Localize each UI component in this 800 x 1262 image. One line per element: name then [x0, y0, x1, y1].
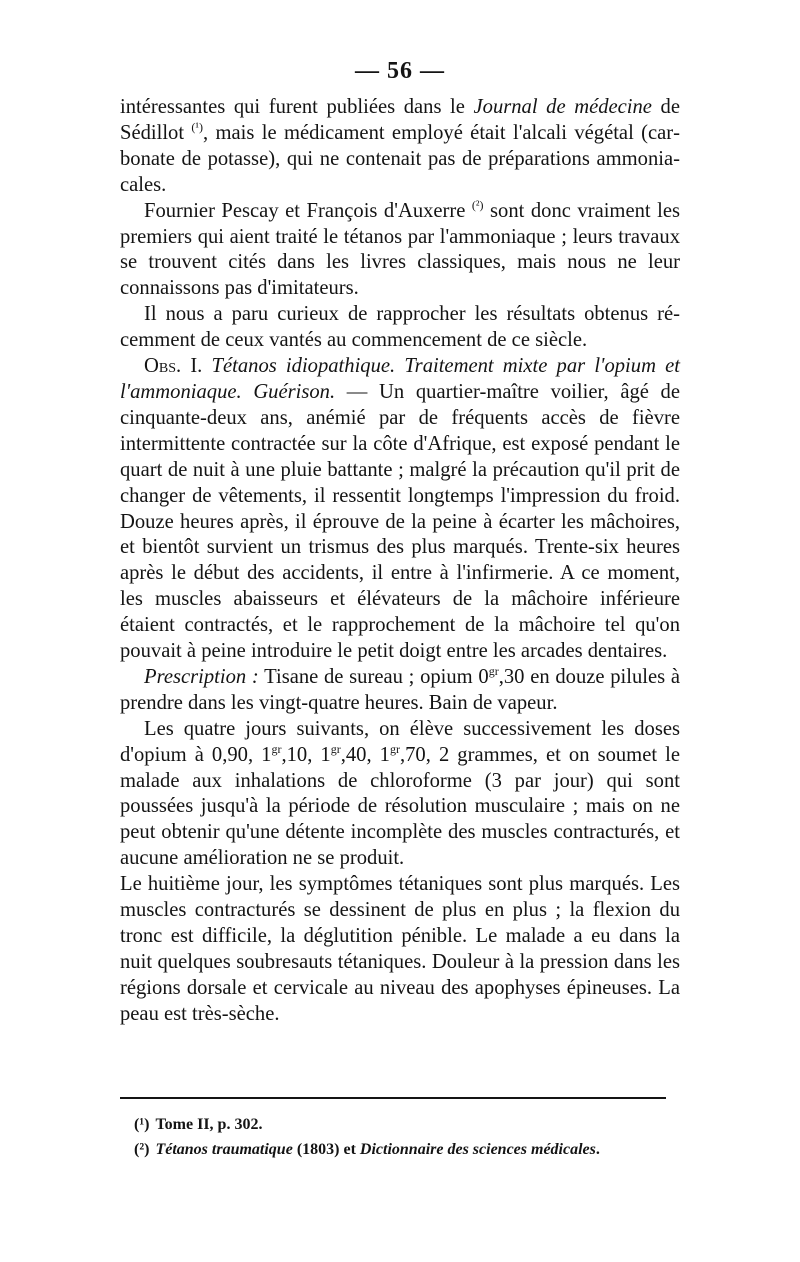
- body-text: [120, 95, 680, 1028]
- text-run: Fournier Pescay et François d'Auxerre: [144, 199, 472, 222]
- paragraph: [120, 872, 680, 1027]
- text-run: Tome II, p. 302.: [155, 1116, 263, 1133]
- italic-text: Dictionnaire des sciences médicales: [359, 1141, 596, 1158]
- page-number: — 56 —: [355, 58, 445, 84]
- italic-text: Tétanos traumatique: [155, 1141, 293, 1158]
- superscript: (¹): [191, 120, 204, 135]
- text-run: de Sédillot: [120, 96, 680, 144]
- paragraph: [120, 717, 680, 872]
- text-run: Il nous a paru curieux de rapprocher les résultats obtenus récemment de ceux vantés au commencement de ce siècle.: [120, 303, 680, 352]
- text-run: Le huitième jour, les symptômes tétaniques sont plus marqués. Les muscles contracturés se dessinent de plus en plus ; la flexion du tronc est difficile, la déglutition pénible. Le malade a eu dans la nuit quelques soubresauts tétaniques. Douleur à la pression dans les régions dorsale et cervicale au niveau des apophyses épineuses. La peau est très-sèche.: [120, 873, 680, 1025]
- text-run: .: [595, 1141, 600, 1158]
- text-run: Les quatre jours suivants, on élève successivement les doses d'opium à 0,90, 1: [120, 717, 680, 766]
- paragraph: [120, 354, 680, 665]
- footnotes: [134, 1112, 680, 1162]
- italic-text: Tétanos idiopathique. Traitement mixte par l'opium et l'ammoniaque. Guérison.: [120, 355, 680, 403]
- paragraph: [120, 665, 680, 717]
- superscript: gr: [271, 741, 282, 756]
- superscript: gr: [330, 741, 341, 756]
- text-run: sont donc vraiment les premiers qui aient traité le tétanos par l'ammoniaque ; leurs travaux se trouvent cités dans les livres classiques, mais nous ne leur connaissons pas d'imitateurs.: [120, 199, 680, 300]
- footnote-rule: [120, 1097, 666, 1099]
- text-run: ,70, 2 grammes, et on soumet le malade aux inhalations de chloroforme (3 par jour) qui sont poussées jusqu'à la période de résolution musculaire ; mais on ne peut obtenir qu'une détente incomplète des muscles contracturés, et aucune amélioration ne se produit.: [120, 743, 680, 870]
- paragraph: [120, 302, 680, 354]
- superscript: gr: [389, 741, 400, 756]
- text-run: Obs. I.: [144, 355, 203, 378]
- text-run: [202, 355, 211, 377]
- footnote: [134, 1112, 680, 1137]
- footnote: [134, 1137, 680, 1162]
- text-run: (1803) et: [292, 1141, 360, 1158]
- text-run: intéressantes qui furent publiées dans le: [120, 96, 474, 118]
- text-run: ,10, 1: [281, 743, 331, 766]
- text-run: Tisane de sureau ; opium 0: [258, 665, 489, 688]
- text-run: — Un quartier-maître voilier, âgé de cinquante-deux ans, anémié par de fréquents accès de fièvre intermittente contractée sur la côte d'Afrique, est exposé pendant le quart de nuit à une pluie battante ; malgré la précaution qu'il prit de changer de vêtements, il ressentit longtemps l'impression du froid. Douze heures après, il éprouve de la peine à écarter les mâchoires, et bientôt survient un trismus des plus marqués. Trente-six heures après le début des accidents, il entre à l'infirmerie. A ce moment, les muscles abaisseurs et élévateurs de la mâchoire inférieure étaient contractés, et le rapprochement de la mâchoire tel qu'on pouvait à peine introduire le petit doigt entre les arcades dentaires.: [120, 380, 680, 663]
- footnote-marker: (¹): [134, 1116, 150, 1133]
- text-run: ,40, 1: [340, 743, 390, 766]
- italic-text: Journal de médecine: [473, 96, 652, 118]
- text-run: ,30 en douze pilules à prendre dans les vingt-quatre heures. Bain de vapeur.: [120, 665, 681, 714]
- paragraph: [120, 95, 680, 199]
- paragraph: [120, 199, 680, 303]
- superscript: gr: [488, 664, 499, 679]
- footnote-marker: (²): [134, 1141, 150, 1158]
- italic-text: Prescription :: [144, 665, 259, 688]
- superscript: (²): [471, 197, 484, 212]
- text-run: , mais le médicament employé était l'alcali végétal (carbonate de potasse), qui ne contenait pas de préparations ammoniacales.: [120, 121, 680, 196]
